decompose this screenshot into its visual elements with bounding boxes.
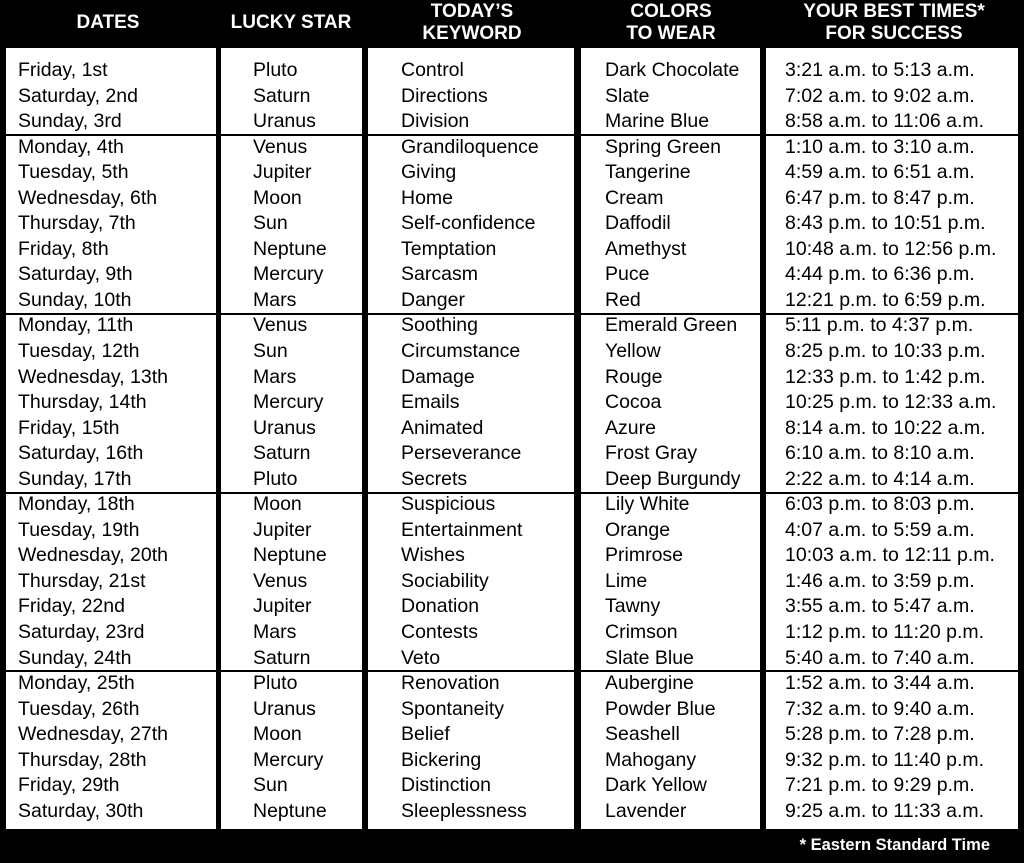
date-cell: Monday, 4th (18, 135, 124, 158)
keyword-cell: Perseverance (401, 442, 522, 465)
best-time-cell: 8:14 a.m. to 10:22 a.m. (785, 416, 986, 439)
color-cell: Amethyst (605, 237, 687, 260)
date-cell: Saturday, 2nd (18, 84, 138, 107)
lucky-star-cell: Saturn (253, 84, 311, 107)
lucky-star-cell: Saturn (253, 646, 311, 669)
table-row (0, 109, 1024, 135)
keyword-cell: Home (401, 186, 454, 209)
best-time-cell: 7:32 a.m. to 9:40 a.m. (785, 697, 975, 720)
keyword-cell: Secrets (401, 467, 468, 490)
lucky-star-cell: Moon (253, 186, 302, 209)
best-time-cell: 8:58 a.m. to 11:06 a.m. (785, 110, 985, 133)
keyword-cell: Damage (401, 365, 475, 388)
header-lucky-star: LUCKY STAR (230, 12, 352, 33)
lucky-star-cell: Neptune (253, 799, 327, 822)
keyword-cell: Emails (401, 391, 460, 414)
date-cell: Saturday, 16th (18, 442, 144, 465)
table-row (0, 186, 1024, 212)
table-row (0, 594, 1024, 620)
color-cell: Rouge (605, 365, 663, 388)
date-cell: Wednesday, 20th (18, 544, 168, 567)
lucky-star-cell: Saturn (253, 442, 311, 465)
color-cell: Powder Blue (605, 697, 716, 720)
color-cell: Yellow (605, 340, 661, 363)
lucky-star-cell: Sun (253, 774, 288, 797)
color-cell: Mahogany (605, 748, 697, 771)
keyword-cell: Contests (401, 621, 478, 644)
table-row (0, 390, 1024, 416)
keyword-cell: Division (401, 110, 470, 133)
best-time-cell: 5:11 p.m. to 4:37 p.m. (785, 314, 974, 337)
lucky-star-cell: Mercury (253, 391, 324, 414)
color-cell: Lavender (605, 799, 687, 822)
lucky-star-cell: Moon (253, 723, 302, 746)
table-row (0, 288, 1024, 314)
lucky-star-cell: Neptune (253, 237, 327, 260)
lucky-star-cell: Pluto (253, 467, 298, 490)
footnote: * Eastern Standard Time (799, 836, 990, 854)
table-row (0, 748, 1024, 774)
best-time-cell: 4:44 p.m. to 6:36 p.m. (785, 263, 975, 286)
best-time-cell: 10:48 a.m. to 12:56 p.m. (785, 237, 997, 260)
keyword-cell: Renovation (401, 672, 500, 695)
best-time-cell: 5:28 p.m. to 7:28 p.m. (785, 723, 975, 746)
keyword-cell: Donation (401, 595, 480, 618)
keyword-cell: Wishes (401, 544, 465, 567)
table-row (0, 313, 1024, 339)
table-row (0, 135, 1024, 161)
keyword-cell: Suspicious (401, 493, 496, 516)
date-cell: Sunday, 17th (18, 467, 132, 490)
lucky-star-cell: Mercury (253, 748, 324, 771)
color-cell: Cream (605, 186, 664, 209)
keyword-cell: Self-confidence (401, 212, 536, 235)
keyword-cell: Directions (401, 84, 488, 107)
keyword-cell: Circumstance (401, 340, 521, 363)
keyword-cell: Temptation (401, 237, 497, 260)
color-cell: Frost Gray (605, 442, 698, 465)
lucky-star-cell: Venus (253, 314, 308, 337)
header-keyword: TODAY’S KEYWORD (422, 1, 522, 44)
lucky-star-cell: Uranus (253, 110, 316, 133)
color-cell: Slate Blue (605, 646, 694, 669)
color-cell: Red (605, 288, 641, 311)
date-cell: Wednesday, 6th (18, 186, 158, 209)
lucky-star-cell: Sun (253, 340, 288, 363)
table-row (0, 569, 1024, 595)
date-cell: Thursday, 21st (18, 569, 146, 592)
best-time-cell: 7:21 p.m. to 9:29 p.m. (785, 774, 975, 797)
color-cell: Lily White (605, 493, 690, 516)
keyword-cell: Giving (401, 161, 457, 184)
keyword-cell: Sarcasm (401, 263, 478, 286)
table-row (0, 671, 1024, 697)
date-cell: Sunday, 3rd (18, 110, 122, 133)
table-row (0, 722, 1024, 748)
best-time-cell: 5:40 a.m. to 7:40 a.m. (785, 646, 975, 669)
date-cell: Saturday, 23rd (18, 621, 145, 644)
color-cell: Aubergine (605, 672, 694, 695)
lucky-star-cell: Mercury (253, 263, 324, 286)
date-cell: Sunday, 24th (18, 646, 132, 669)
table-row (0, 339, 1024, 365)
date-cell: Saturday, 9th (18, 263, 133, 286)
date-cell: Tuesday, 19th (18, 518, 140, 541)
date-cell: Monday, 25th (18, 672, 135, 695)
color-cell: Cocoa (605, 391, 662, 414)
date-cell: Tuesday, 26th (18, 697, 140, 720)
keyword-cell: Danger (401, 288, 465, 311)
date-cell: Tuesday, 12th (18, 340, 140, 363)
date-cell: Friday, 8th (18, 237, 109, 260)
table-row (0, 697, 1024, 723)
best-time-cell: 2:22 a.m. to 4:14 a.m. (785, 467, 975, 490)
best-time-cell: 4:59 a.m. to 6:51 a.m. (785, 161, 975, 184)
date-cell: Thursday, 7th (18, 212, 136, 235)
color-cell: Orange (605, 518, 671, 541)
color-cell: Tangerine (605, 161, 691, 184)
lucky-star-cell: Sun (253, 212, 288, 235)
lucky-star-cell: Mars (253, 621, 297, 644)
table-row (0, 262, 1024, 288)
table-row (0, 620, 1024, 646)
table-row (0, 160, 1024, 186)
table-row (0, 84, 1024, 110)
date-cell: Wednesday, 27th (18, 723, 168, 746)
best-time-cell: 12:21 p.m. to 6:59 p.m. (785, 288, 986, 311)
header-colors: COLORS TO WEAR (626, 1, 716, 44)
lucky-star-cell: Pluto (253, 672, 298, 695)
best-time-cell: 9:32 p.m. to 11:40 p.m. (785, 748, 985, 771)
color-cell: Crimson (605, 621, 678, 644)
keyword-cell: Veto (401, 646, 441, 669)
lucky-star-cell: Pluto (253, 59, 298, 81)
best-time-cell: 1:52 a.m. to 3:44 a.m. (785, 672, 975, 695)
date-cell: Thursday, 28th (18, 748, 147, 771)
keyword-cell: Soothing (401, 314, 478, 337)
keyword-cell: Grandiloquence (401, 135, 539, 158)
table-row (0, 773, 1024, 799)
keyword-cell: Animated (401, 416, 484, 439)
best-time-cell: 4:07 a.m. to 5:59 a.m. (785, 518, 975, 541)
table-row (0, 365, 1024, 391)
table-row (0, 646, 1024, 672)
color-cell: Seashell (605, 723, 680, 746)
date-cell: Friday, 15th (18, 416, 120, 439)
table-row (0, 237, 1024, 263)
best-time-cell: 12:33 p.m. to 1:42 p.m. (785, 365, 986, 388)
date-cell: Monday, 18th (18, 493, 135, 516)
header-best-times: YOUR BEST TIMES* FOR SUCCESS (803, 1, 985, 44)
header-dates: DATES (76, 12, 140, 33)
keyword-cell: Belief (401, 723, 450, 746)
table-row (0, 799, 1024, 825)
color-cell: Azure (605, 416, 656, 439)
best-time-cell: 8:25 p.m. to 10:33 p.m. (785, 340, 986, 363)
best-time-cell: 6:47 p.m. to 8:47 p.m. (785, 186, 975, 209)
best-time-cell: 3:55 a.m. to 5:47 a.m. (785, 595, 975, 618)
best-time-cell: 3:21 a.m. to 5:13 a.m. (785, 59, 975, 81)
keyword-cell: Control (401, 59, 464, 81)
date-cell: Saturday, 30th (18, 799, 144, 822)
table-row (0, 58, 1024, 84)
lucky-star-cell: Jupiter (253, 161, 312, 184)
best-time-cell: 1:10 a.m. to 3:10 a.m. (785, 135, 975, 158)
table-row (0, 543, 1024, 569)
table-row (0, 416, 1024, 442)
keyword-cell: Distinction (401, 774, 491, 797)
lucky-star-cell: Neptune (253, 544, 327, 567)
date-cell: Tuesday, 5th (18, 161, 129, 184)
table-row (0, 441, 1024, 467)
color-cell: Marine Blue (605, 110, 710, 133)
color-cell: Lime (605, 569, 648, 592)
date-cell: Friday, 22nd (18, 595, 125, 618)
color-cell: Tawny (605, 595, 661, 618)
color-cell: Spring Green (605, 135, 721, 158)
date-cell: Wednesday, 13th (18, 365, 168, 388)
date-cell: Thursday, 14th (18, 391, 147, 414)
date-cell: Friday, 29th (18, 774, 120, 797)
keyword-cell: Spontaneity (401, 697, 504, 720)
date-cell: Friday, 1st (18, 59, 108, 81)
lucky-star-cell: Uranus (253, 416, 316, 439)
lucky-star-cell: Moon (253, 493, 302, 516)
table-row (0, 492, 1024, 518)
color-cell: Dark Yellow (605, 774, 707, 797)
keyword-cell: Entertainment (401, 518, 523, 541)
best-time-cell: 1:46 a.m. to 3:59 p.m. (785, 569, 975, 592)
lucky-star-cell: Mars (253, 288, 297, 311)
lucky-star-cell: Mars (253, 365, 297, 388)
color-cell: Dark Chocolate (605, 59, 740, 81)
table-row (0, 518, 1024, 544)
color-cell: Primrose (605, 544, 684, 567)
best-time-cell: 7:02 a.m. to 9:02 a.m. (785, 84, 975, 107)
color-cell: Daffodil (605, 212, 671, 235)
color-cell: Emerald Green (605, 314, 738, 337)
best-time-cell: 6:03 p.m. to 8:03 p.m. (785, 493, 975, 516)
best-time-cell: 9:25 a.m. to 11:33 a.m. (785, 799, 985, 822)
keyword-cell: Bickering (401, 748, 482, 771)
table-body (0, 58, 1024, 824)
lucky-star-cell: Uranus (253, 697, 316, 720)
color-cell: Slate (605, 84, 650, 107)
date-cell: Sunday, 10th (18, 288, 132, 311)
best-time-cell: 10:03 a.m. to 12:11 p.m. (785, 544, 995, 567)
best-time-cell: 10:25 p.m. to 12:33 a.m. (785, 391, 997, 414)
color-cell: Deep Burgundy (605, 467, 741, 490)
lucky-star-cell: Jupiter (253, 518, 312, 541)
lucky-star-cell: Venus (253, 135, 308, 158)
keyword-cell: Sleeplessness (401, 799, 527, 822)
date-cell: Monday, 11th (18, 314, 134, 337)
table-row (0, 467, 1024, 493)
color-cell: Puce (605, 263, 650, 286)
best-time-cell: 1:12 p.m. to 11:20 p.m. (785, 621, 985, 644)
table-row (0, 211, 1024, 237)
lucky-star-cell: Jupiter (253, 595, 312, 618)
best-time-cell: 8:43 p.m. to 10:51 p.m. (785, 212, 986, 235)
lucky-star-cell: Venus (253, 569, 308, 592)
keyword-cell: Sociability (401, 569, 489, 592)
best-time-cell: 6:10 a.m. to 8:10 a.m. (785, 442, 975, 465)
